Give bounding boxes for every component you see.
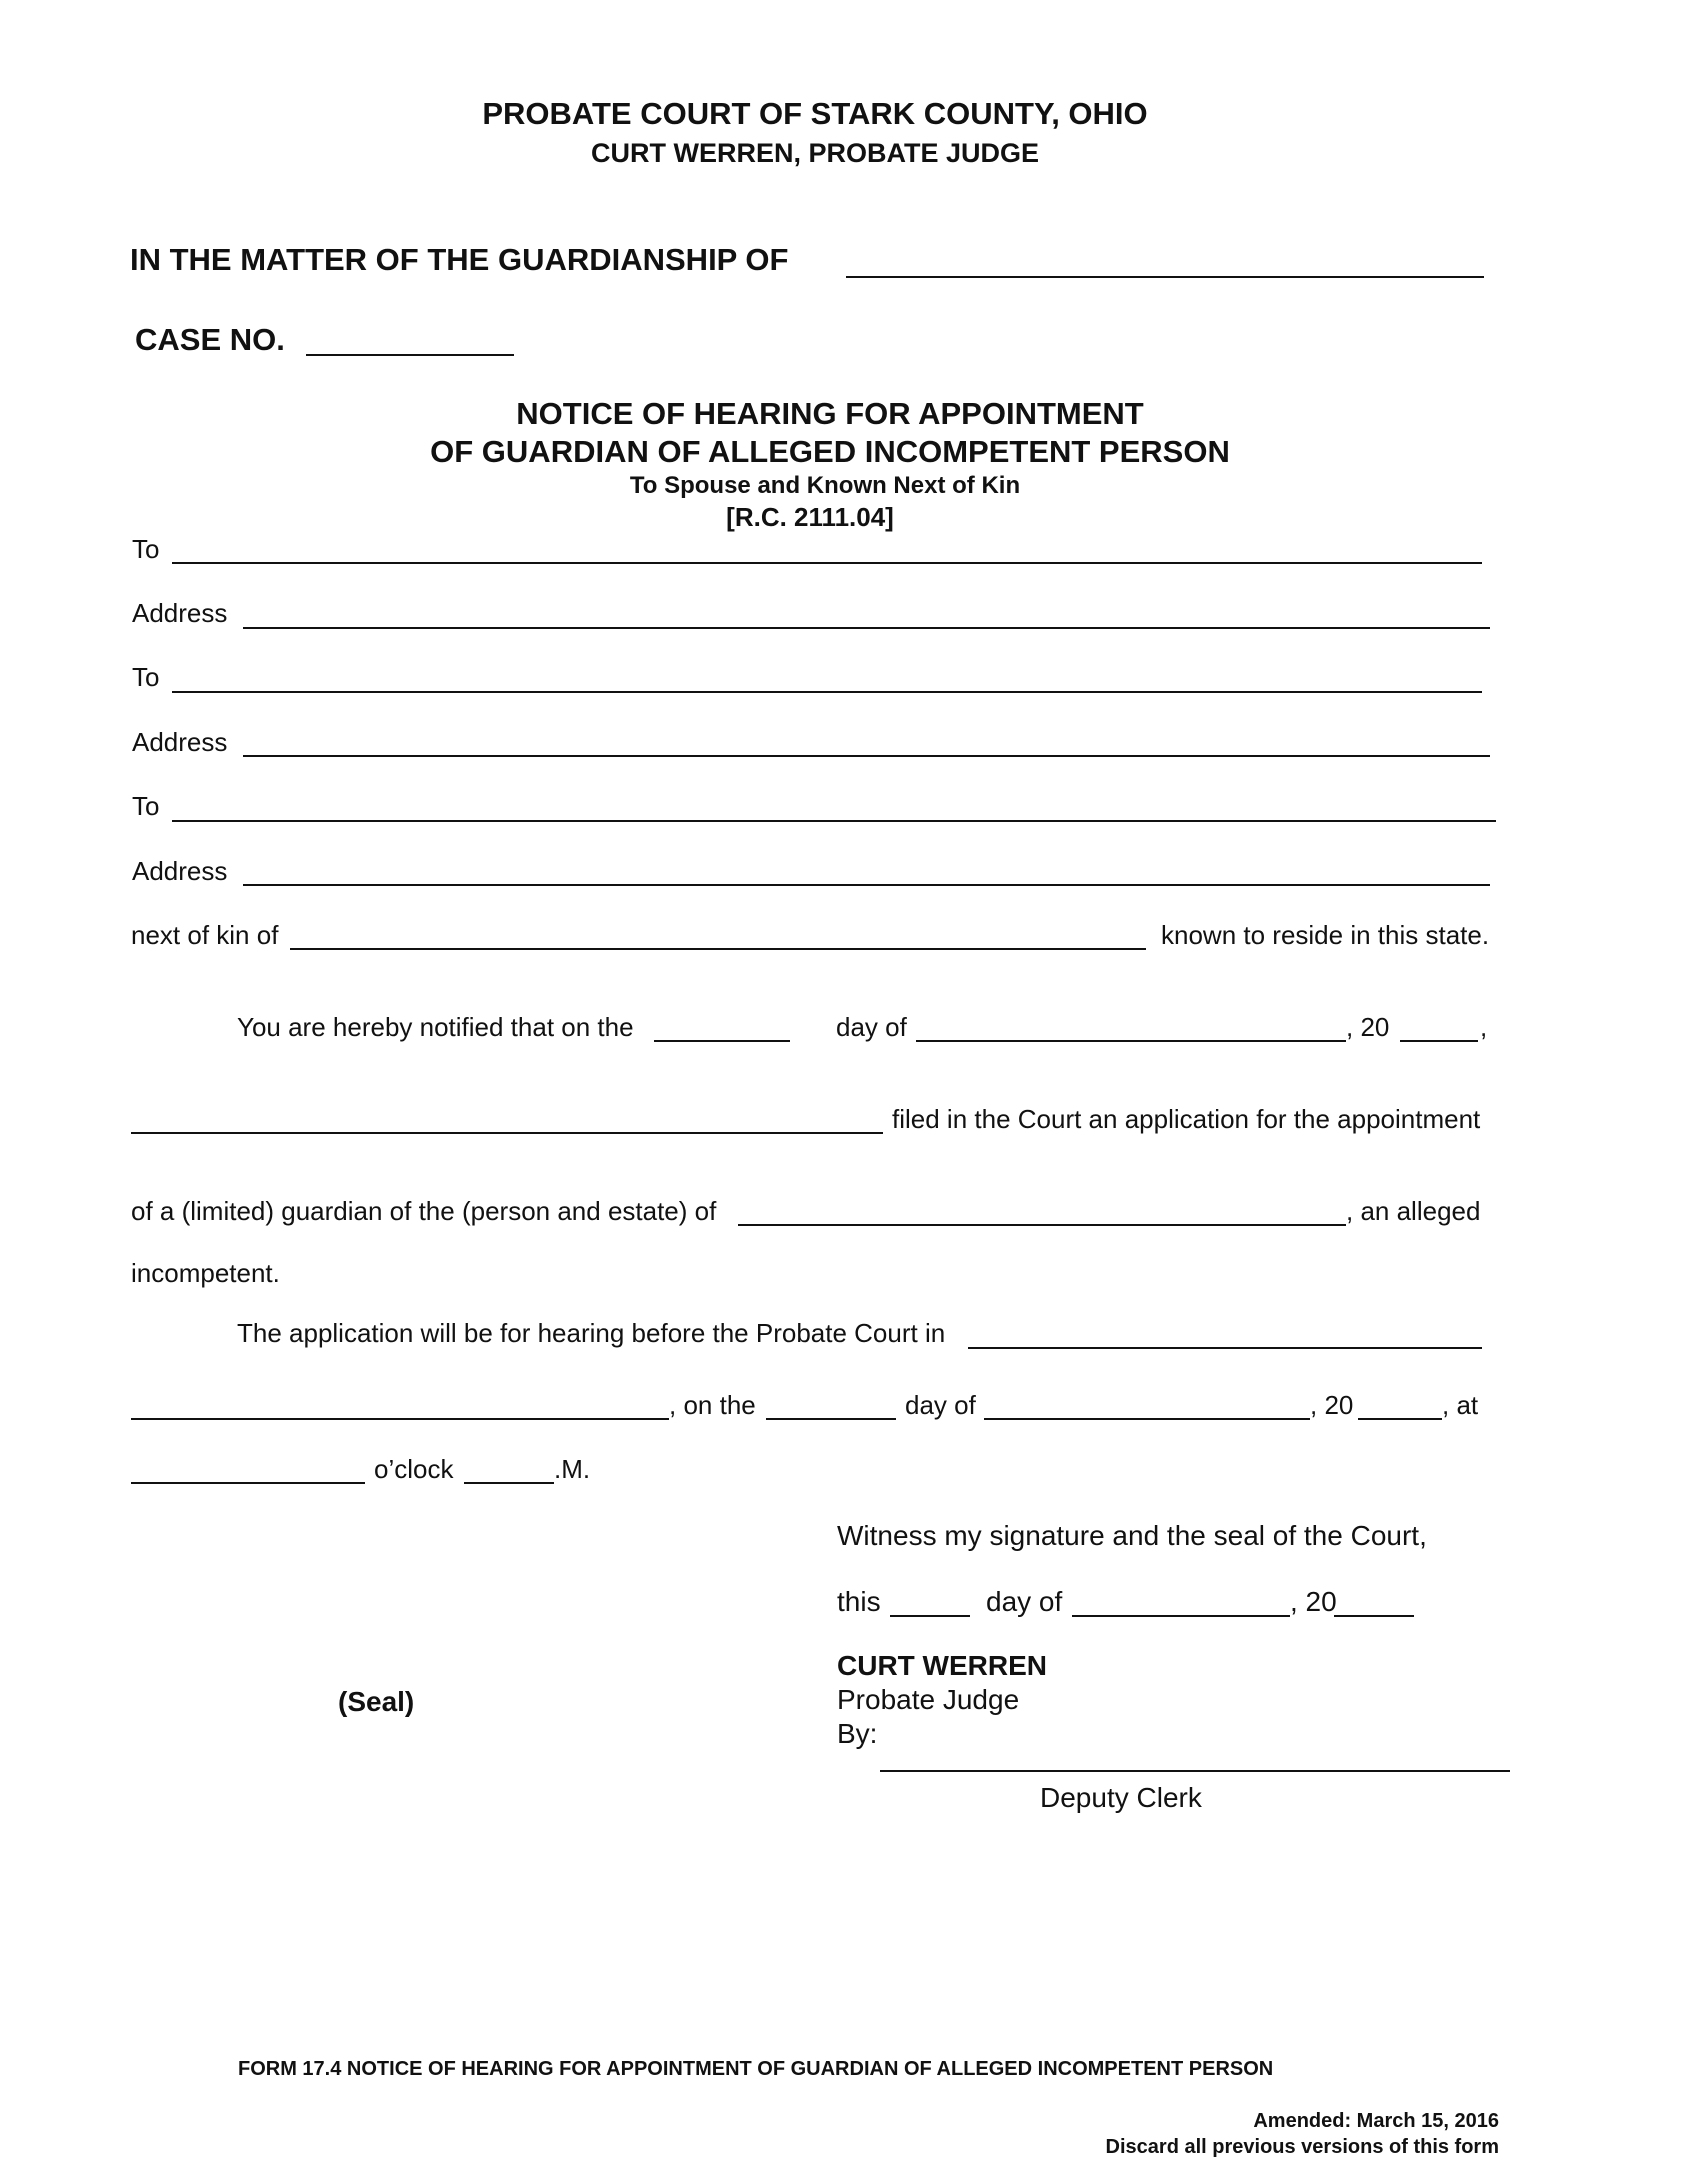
statute-reference: [R.C. 2111.04] [726, 502, 894, 532]
guardian-text-a: of a (limited) guardian of the (person and estate) of [131, 1196, 717, 1226]
hearing-month-field-2[interactable] [984, 1418, 1310, 1420]
meridiem-text: .M. [554, 1454, 591, 1484]
twenty-text-2: , 20 [1310, 1390, 1354, 1420]
address-field-2[interactable] [243, 755, 1490, 757]
judge-header: CURT WERREN, PROBATE JUDGE [590, 138, 1040, 168]
known-reside-text: known to reside in this state. [1161, 920, 1490, 950]
hearing-time-field[interactable] [131, 1482, 365, 1484]
on-the-text: , on the [669, 1390, 756, 1420]
title-subtitle: To Spouse and Known Next of Kin [629, 472, 1021, 499]
address-label-3: Address [132, 856, 228, 886]
sig-day-field[interactable] [890, 1615, 970, 1617]
applicant-name-field[interactable] [131, 1132, 883, 1134]
hearing-year-field[interactable] [1400, 1040, 1478, 1042]
notice-text-20: , 20 [1346, 1012, 1390, 1042]
discard-notice: Discard all previous versions of this form [1105, 2136, 1499, 2158]
hearing-day-field-2[interactable] [766, 1418, 896, 1420]
case-no-label: CASE NO. [135, 322, 285, 357]
signature-judge-title: Probate Judge [837, 1684, 1020, 1715]
form-footer-line: FORM 17.4 NOTICE OF HEARING FOR APPOINTMENT OF GUARDIAN OF ALLEGED INCOMPETENT PERSON [238, 2058, 1274, 2080]
next-of-kin-label: next of kin of [131, 920, 279, 950]
seal-label: (Seal) [338, 1686, 415, 1717]
ward-name-field[interactable] [738, 1224, 1346, 1226]
am-pm-field[interactable] [464, 1482, 554, 1484]
hearing-location-field-1[interactable] [968, 1347, 1482, 1349]
title-line1: NOTICE OF HEARING FOR APPOINTMENT [516, 396, 1144, 431]
title-line2: OF GUARDIAN OF ALLEGED INCOMPETENT PERSON [430, 434, 1230, 469]
sig-twenty-text: , 20 [1290, 1586, 1337, 1617]
hearing-month-field[interactable] [916, 1040, 1346, 1042]
amended-date: Amended: March 15, 2016 [1253, 2110, 1499, 2132]
next-of-kin-field[interactable] [290, 948, 1146, 950]
guardianship-name-field[interactable] [846, 276, 1484, 278]
to-label-3: To [132, 791, 160, 821]
sig-this-text: this [837, 1586, 881, 1617]
notice-text-day-of: day of [836, 1012, 907, 1042]
to-label-1: To [132, 534, 160, 564]
incompetent-text: incompetent. [131, 1258, 280, 1288]
day-of-text-2: day of [905, 1390, 976, 1420]
address-field-3[interactable] [243, 884, 1490, 886]
hearing-year-field-2[interactable] [1358, 1418, 1442, 1420]
sig-year-field[interactable] [1334, 1615, 1414, 1617]
signature-by-label: By: [837, 1718, 878, 1749]
to-label-2: To [132, 662, 160, 692]
hearing-location-field-2[interactable] [131, 1418, 669, 1420]
hearing-location-text: The application will be for hearing before the Probate Court in [237, 1318, 946, 1348]
oclock-text: o’clock [374, 1454, 454, 1484]
to-field-1[interactable] [172, 562, 1482, 564]
deputy-signature-field[interactable] [880, 1770, 1510, 1772]
filed-text: filed in the Court an application for the appointment [892, 1104, 1481, 1134]
sig-day-of-text: day of [986, 1586, 1063, 1617]
notice-text-a: You are hereby notified that on the [237, 1012, 634, 1042]
notice-text-comma: , [1480, 1012, 1488, 1042]
at-text: , at [1442, 1390, 1479, 1420]
deputy-clerk-label: Deputy Clerk [1040, 1782, 1202, 1813]
hearing-day-field[interactable] [654, 1040, 790, 1042]
case-no-field[interactable] [306, 354, 514, 356]
witness-text: Witness my signature and the seal of the Court, [837, 1520, 1427, 1551]
signature-judge-name: CURT WERREN [837, 1650, 1047, 1681]
address-label-2: Address [132, 727, 228, 757]
address-label-1: Address [132, 598, 228, 628]
sig-month-field[interactable] [1072, 1615, 1290, 1617]
guardian-text-b: , an alleged [1346, 1196, 1481, 1226]
address-field-1[interactable] [243, 627, 1490, 629]
court-name: PROBATE COURT OF STARK COUNTY, OHIO [482, 96, 1148, 131]
to-field-2[interactable] [172, 691, 1482, 693]
matter-label: IN THE MATTER OF THE GUARDIANSHIP OF [130, 242, 789, 277]
to-field-3[interactable] [172, 820, 1496, 822]
